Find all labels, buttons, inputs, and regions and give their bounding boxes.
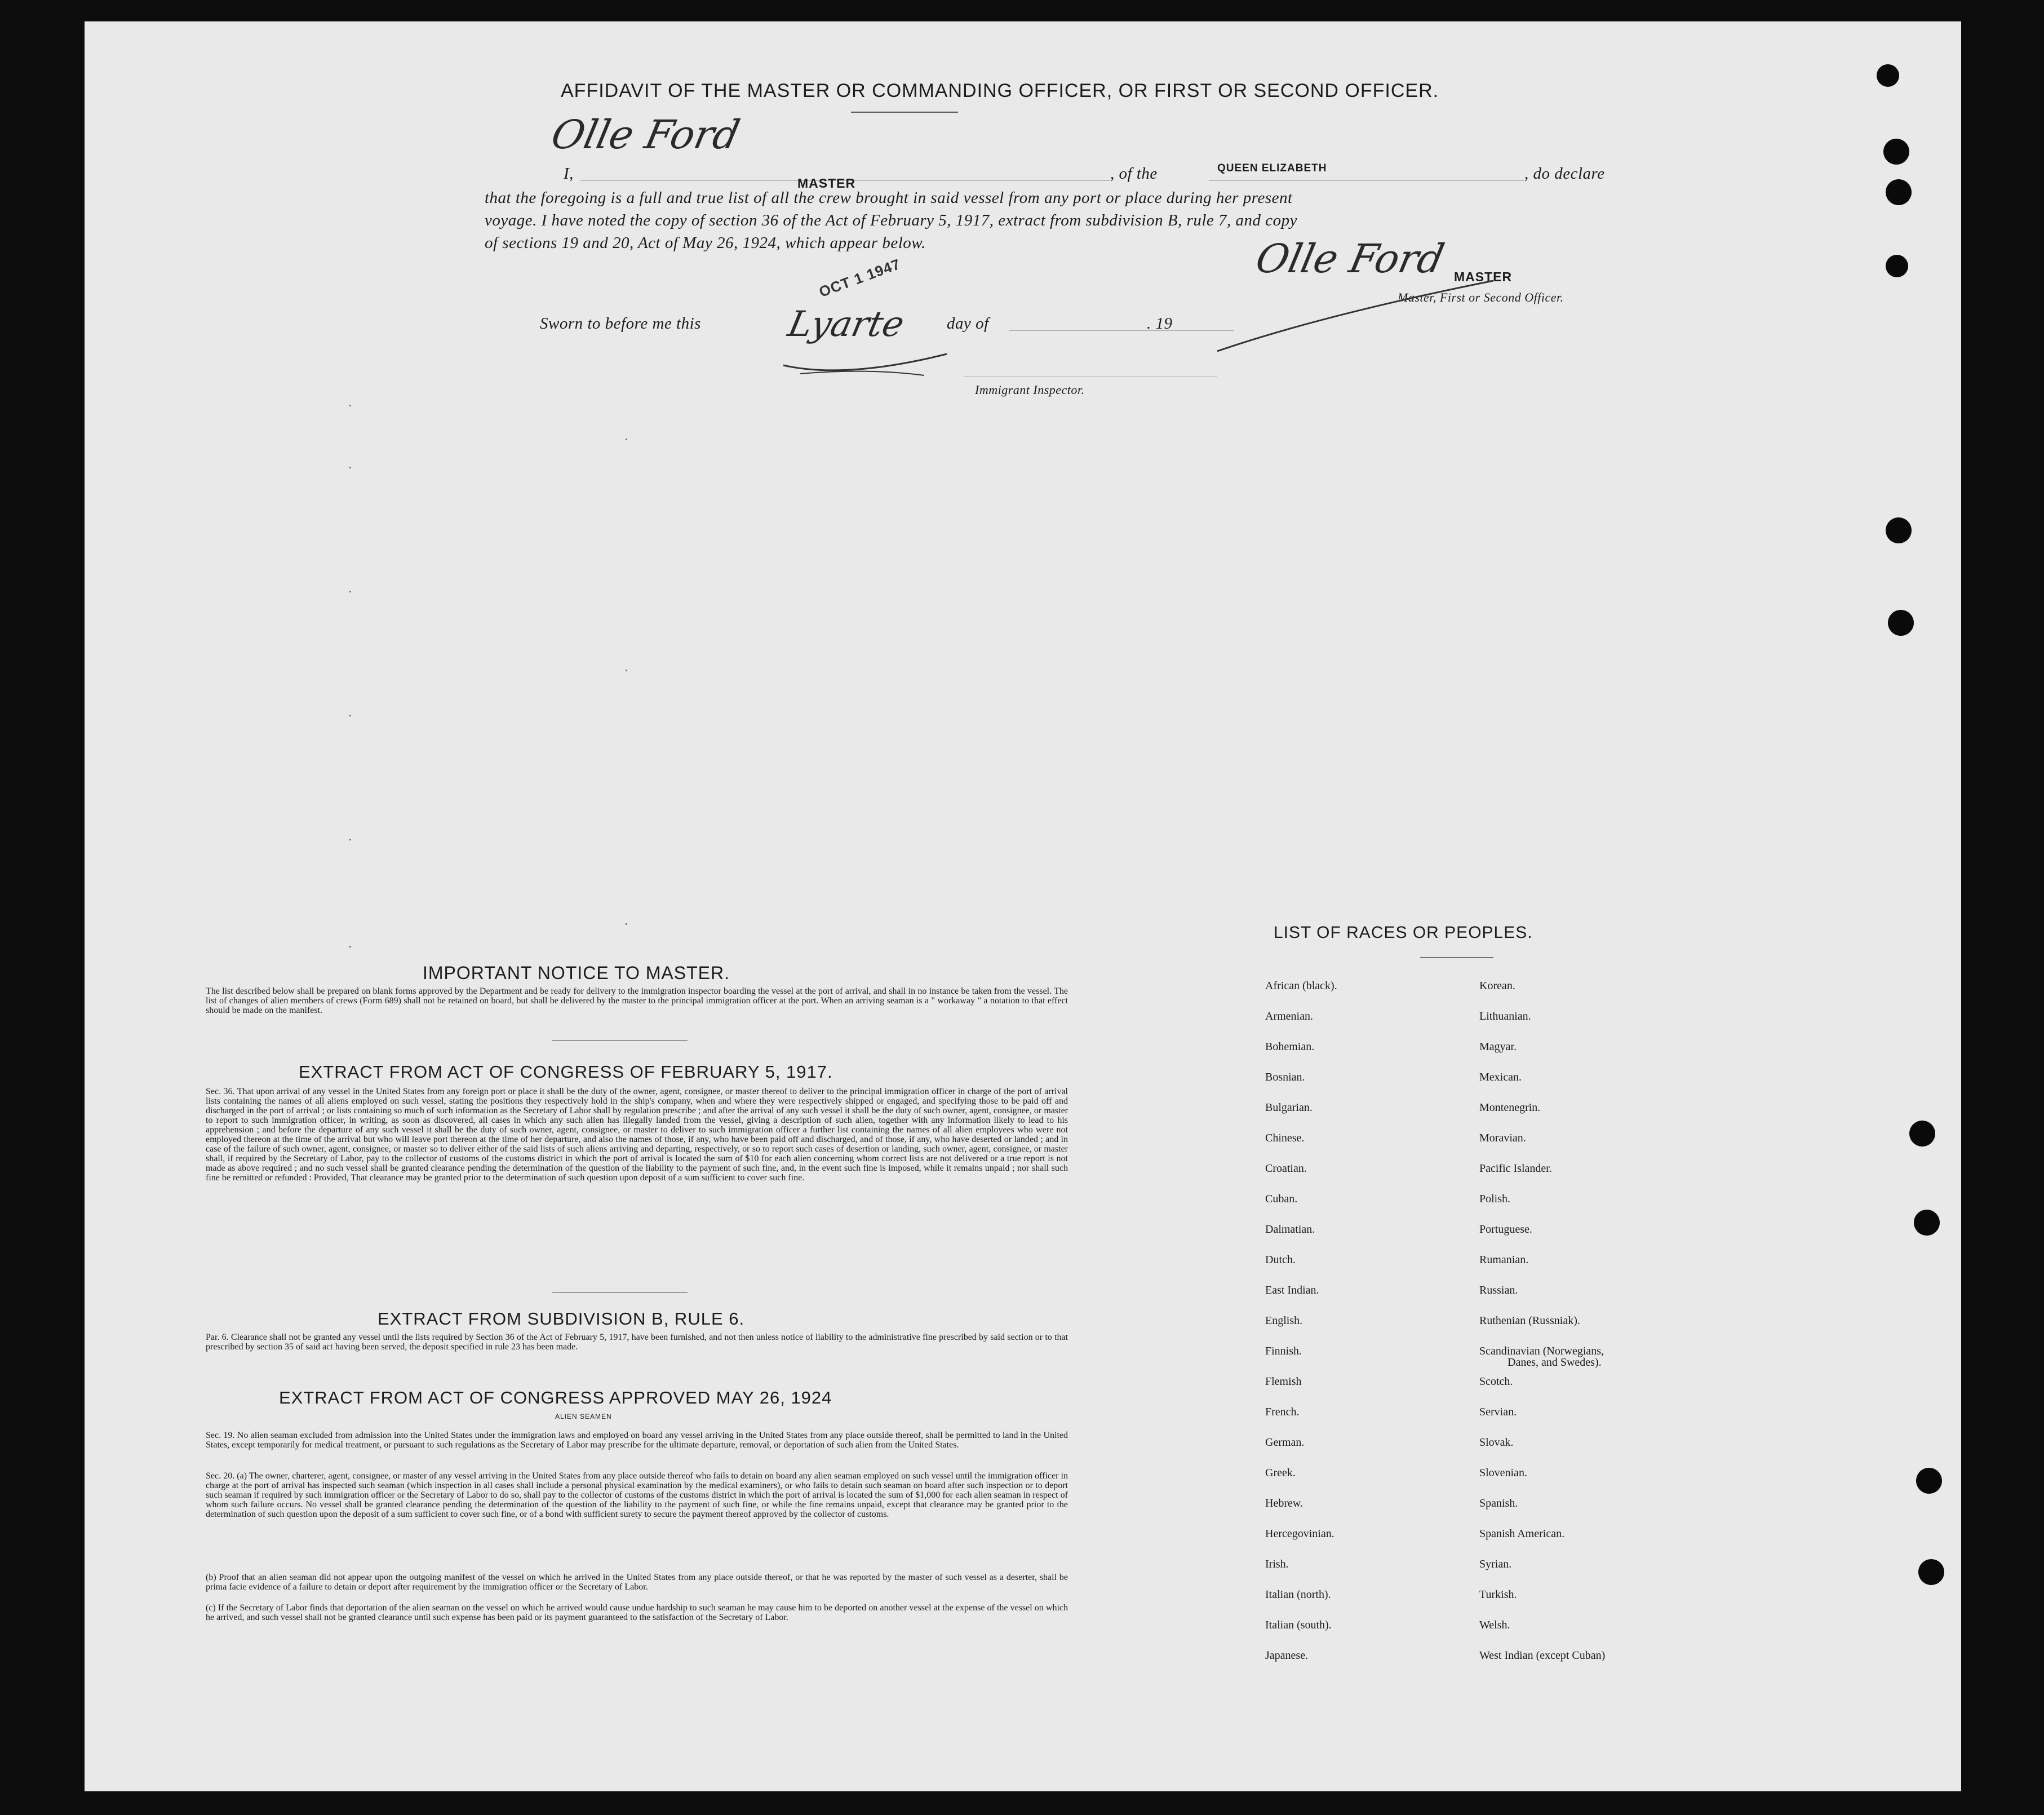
race-item: Bosnian. (1265, 1071, 1305, 1083)
year-label: . 19 (1147, 315, 1173, 333)
race-item: Magyar. (1479, 1041, 1517, 1053)
race-item: Syrian. (1479, 1558, 1512, 1570)
race-item: Dutch. (1265, 1254, 1296, 1266)
race-item: Lithuanian. (1479, 1010, 1531, 1022)
race-item: German. (1265, 1436, 1305, 1449)
race-item: Italian (south). (1265, 1619, 1332, 1631)
sec20a-body: Sec. 20. (a) The owner, charterer, agent, consignee, or master of any vessel arriving in the United States from any place outside thereof who fails to detain on board any alien seaman employed on such vessel until the immigration officer in charge at the port of arrival has inspected such seaman (which inspection in all cases shall include a personal physical examination by the medical examiners), or who fails to detain such seaman on board after such inspection or to deport such seaman if required by such immigration officer or the Secretary of Labor to do so, shall pay to the collector of customs of the customs district in which the port of arrival is located the sum of $1,000 for each alien seaman in respect of whom such failure occurs. No vessel shall be granted clearance pending the determination of the question of the liability to the payment of such fine, or while the fine remains unpaid, except that clearance may be granted prior to the determination of such question upon the deposit of a sum sufficient to cover such fine, or of a bond with sufficient surety to secure the payment thereof approved by the collector of customs. (206, 1471, 1068, 1519)
guide-dot (626, 923, 627, 925)
race-item: Hercegovinian. (1265, 1528, 1334, 1540)
inspector-signature: Lyarte (784, 303, 908, 344)
extract-1917-title: EXTRACT FROM ACT OF CONGRESS OF FEBRUARY 5, 1917. (299, 1062, 833, 1082)
race-item: Moravian. (1479, 1132, 1526, 1144)
divider (552, 1040, 688, 1041)
race-item: Japanese. (1265, 1649, 1309, 1662)
subdivision-body: Par. 6. Clearance shall not be granted any vessel until the lists required by Section 36 of the Act of February 5, 1917, have been furnished, and not then unless notice of liability to the administrative fine prescribed by said section or to that prescribed by section 35 of said act having been served, the deposit specified in rule 23 has been made. (206, 1333, 1068, 1352)
race-item: Finnish. (1265, 1345, 1302, 1357)
signature-stroke (1212, 269, 1505, 360)
inspector-label: Immigrant Inspector. (975, 383, 1085, 397)
extract-1917-body: Sec. 36. That upon arrival of any vessel in the United States from any foreign port or place it shall be the duty of the owner, agent, consignee, or master thereof to deliver to the principal immigration officer in charge of the port of arrival lists containing the names of all aliens employed on such vessel, stating the positions they respectively hold in the ship's company, when and where they were respectively shipped or engaged, and specifying those to be paid off and discharged in the port of arrival ; or lists containing so much of such information as the Secretary of Labor shall by regulation prescribe ; and after the arrival of any such vessel it shall be the duty of such owner, agent, consignee, or master to report to such immigration officer, in writing, as soon as discovered, all cases in which any such alien has illegally landed from the vessel, giving a description of such alien, together with any information likely to lead to his apprehension ; and before the departure of any such vessel it shall be the duty of such owner, agent, consignee, or master to deliver to such immigration officer a further list containing the names of all alien employees who were not employed thereon at the time of the arrival but who will leave port thereon at the time of her departure, and also the names of those, if any, who have been paid off and discharged, and of those, if any, who have deserted or landed ; and in case of the failure of such owner, agent, consignee, or master so to deliver either of the said lists of such aliens arriving and departing, respectively, or so to report such cases of desertion or landing, such owner, agent, consignee, or master shall, if required by the Secretary of Labor, pay to the collector of customs of the customs district in which the port of arrival is located the sum of $10 for each alien concerning whom correct lists are not delivered or a true report is not made as above required ; and no such vessel shall be granted clearance pending the determination of the question of the liability to the payment of such fine, and, in the event such fine is imposed, while it remains unpaid ; nor shall such fine be remitted or refunded : Provided, That clearance may be granted prior to the determination of such question upon deposit of a sum sufficient to cover such fine. (206, 1087, 1068, 1183)
races-title: LIST OF RACES OR PEOPLES. (1274, 923, 1533, 942)
punch-hole (1886, 179, 1912, 205)
sec20c-body: (c) If the Secretary of Labor finds that deportation of the alien seaman on the vessel on which he arrived would cause undue hardship to such seaman he may cause him to be deported on another vessel at the expense of the vessel on which he arrived, and such vessel shall not be granted clearance until such expense has been paid or its payment guaranteed to the satisfaction of the Secretary of Labor. (206, 1603, 1068, 1622)
sec19-body: Sec. 19. No alien seaman excluded from admission into the United States under the immigration laws and employed on board any vessel arriving in the United States from any place outside thereof, shall be permitted to land in the United States, except temporarily for medical treatment, or pursuant to such regulations as the Secretary of Labor may prescribe for the ultimate departure, removal, or deportation of such alien from the United States. (206, 1431, 1068, 1450)
divider (1420, 957, 1493, 958)
race-item: Pacific Islander. (1479, 1162, 1552, 1175)
race-item: African (black). (1265, 980, 1337, 992)
race-item: Scandinavian (Norwegians, (1479, 1345, 1604, 1357)
alien-seamen-subtitle: ALIEN SEAMEN (555, 1413, 612, 1420)
race-item: Croatian. (1265, 1162, 1307, 1175)
race-item: Spanish American. (1479, 1528, 1565, 1540)
race-item: Servian. (1479, 1406, 1517, 1418)
race-item: Scotch. (1479, 1375, 1513, 1388)
punch-hole (1909, 1121, 1935, 1146)
race-item: Italian (north). (1265, 1588, 1331, 1601)
race-item: Turkish. (1479, 1588, 1517, 1601)
race-item: Hebrew. (1265, 1497, 1303, 1509)
race-item: Slovenian. (1479, 1467, 1527, 1479)
declaration-line-4: of sections 19 and 20, Act of May 26, 1924, which appear below. (485, 234, 926, 252)
guide-dot (349, 467, 351, 468)
punch-hole (1914, 1210, 1940, 1236)
guide-dot (349, 839, 351, 840)
punch-hole (1886, 517, 1912, 543)
declaration-line-2: that the foregoing is a full and true list of all the crew brought in said vessel from any port or place during her present (485, 189, 1293, 207)
race-item: Polish. (1479, 1193, 1511, 1205)
race-item: Portuguese. (1479, 1223, 1532, 1236)
race-item: Spanish. (1479, 1497, 1518, 1509)
punch-hole (1883, 139, 1909, 165)
affidavit-title: AFFIDAVIT OF THE MASTER OR COMMANDING OFFICER, OR FIRST OR SECOND OFFICER. (561, 80, 1439, 101)
guide-dot (626, 439, 627, 440)
master-stamp: MASTER (797, 176, 856, 191)
declarant-prefix: I, (564, 165, 574, 183)
document-page (85, 21, 1961, 1791)
declaration-line-3: voyage. I have noted the copy of section 36 of the Act of February 5, 1917, extract from subdivision B, rule 7, and copy (485, 211, 1298, 229)
race-item: Welsh. (1479, 1619, 1510, 1631)
date-stamp: OCT 1 1947 (817, 255, 903, 301)
subdivision-title: EXTRACT FROM SUBDIVISION B, RULE 6. (378, 1309, 745, 1329)
race-item: Flemish (1265, 1375, 1302, 1388)
notice-title: IMPORTANT NOTICE TO MASTER. (423, 963, 730, 983)
race-item: Bohemian. (1265, 1041, 1315, 1053)
guide-dot (349, 946, 351, 948)
guide-dot (626, 670, 627, 671)
race-item: English. (1265, 1314, 1303, 1327)
race-item: Ruthenian (Russniak). (1479, 1314, 1580, 1327)
sworn-label: Sworn to before me this (540, 315, 701, 333)
race-item: Dalmatian. (1265, 1223, 1315, 1236)
punch-hole (1918, 1559, 1944, 1585)
of-the-label: , of the (1110, 165, 1158, 183)
guide-dot (349, 405, 351, 406)
punch-hole (1888, 610, 1914, 636)
day-of-label: day of (947, 315, 989, 333)
race-item: Bulgarian. (1265, 1101, 1313, 1114)
punch-hole (1916, 1468, 1942, 1494)
race-item: Chinese. (1265, 1132, 1305, 1144)
do-declare-label: , do declare (1524, 165, 1605, 183)
race-item: Greek. (1265, 1467, 1296, 1479)
officer-title-label: Master, First or Second Officer. (1398, 290, 1564, 304)
race-item: Irish. (1265, 1558, 1289, 1570)
race-item: French. (1265, 1406, 1300, 1418)
race-item: Mexican. (1479, 1071, 1522, 1083)
inspector-flourish (778, 337, 958, 382)
race-scandinavian-continued: Danes, and Swedes). (1507, 1356, 1602, 1369)
day-line (1009, 330, 1234, 331)
master-signature-2: Olle Ford (1252, 236, 1448, 282)
race-item: Russian. (1479, 1284, 1518, 1296)
guide-dot (349, 715, 351, 716)
race-item: Armenian. (1265, 1010, 1313, 1022)
race-item: Rumanian. (1479, 1254, 1529, 1266)
notice-body: The list described below shall be prepared on blank forms approved by the Department and be ready for delivery to the immigration inspector boarding the vessel at the port of arrival, and shall in no instance be taken from the vessel. The list of changes of alien members of crews (Form 689) shall not be retained on board, but shall be delivered by the master to the principal immigration officer at the port. When an arriving seaman is a " workaway " a notation to that effect should be made on the manifest. (206, 986, 1068, 1015)
race-item: East Indian. (1265, 1284, 1319, 1296)
vessel-name: QUEEN ELIZABETH (1217, 162, 1327, 174)
extract-1924-title: EXTRACT FROM ACT OF CONGRESS APPROVED MAY 26, 1924 (279, 1388, 832, 1407)
master-stamp-2: MASTER (1454, 269, 1513, 284)
vessel-line (1209, 180, 1524, 181)
race-item: Slovak. (1479, 1436, 1514, 1449)
punch-hole (1886, 255, 1908, 277)
race-item: Cuban. (1265, 1193, 1298, 1205)
punch-hole (1877, 64, 1899, 87)
race-item: West Indian (except Cuban) (1479, 1649, 1606, 1662)
guide-dot (349, 591, 351, 592)
master-signature: Olle Ford (547, 112, 744, 158)
race-item: Korean. (1479, 980, 1515, 992)
divider (552, 1292, 688, 1293)
race-item: Montenegrin. (1479, 1101, 1541, 1114)
divider (851, 112, 958, 113)
sec20b-body: (b) Proof that an alien seaman did not appear upon the outgoing manifest of the vessel on which he arrived in the United States from any place outside thereof, or that he was reported by the master of such vessel as a deserter, shall be prima facie evidence of a failure to detain or deport after requirement by the immigration officer or the Secretary of Labor. (206, 1573, 1068, 1592)
